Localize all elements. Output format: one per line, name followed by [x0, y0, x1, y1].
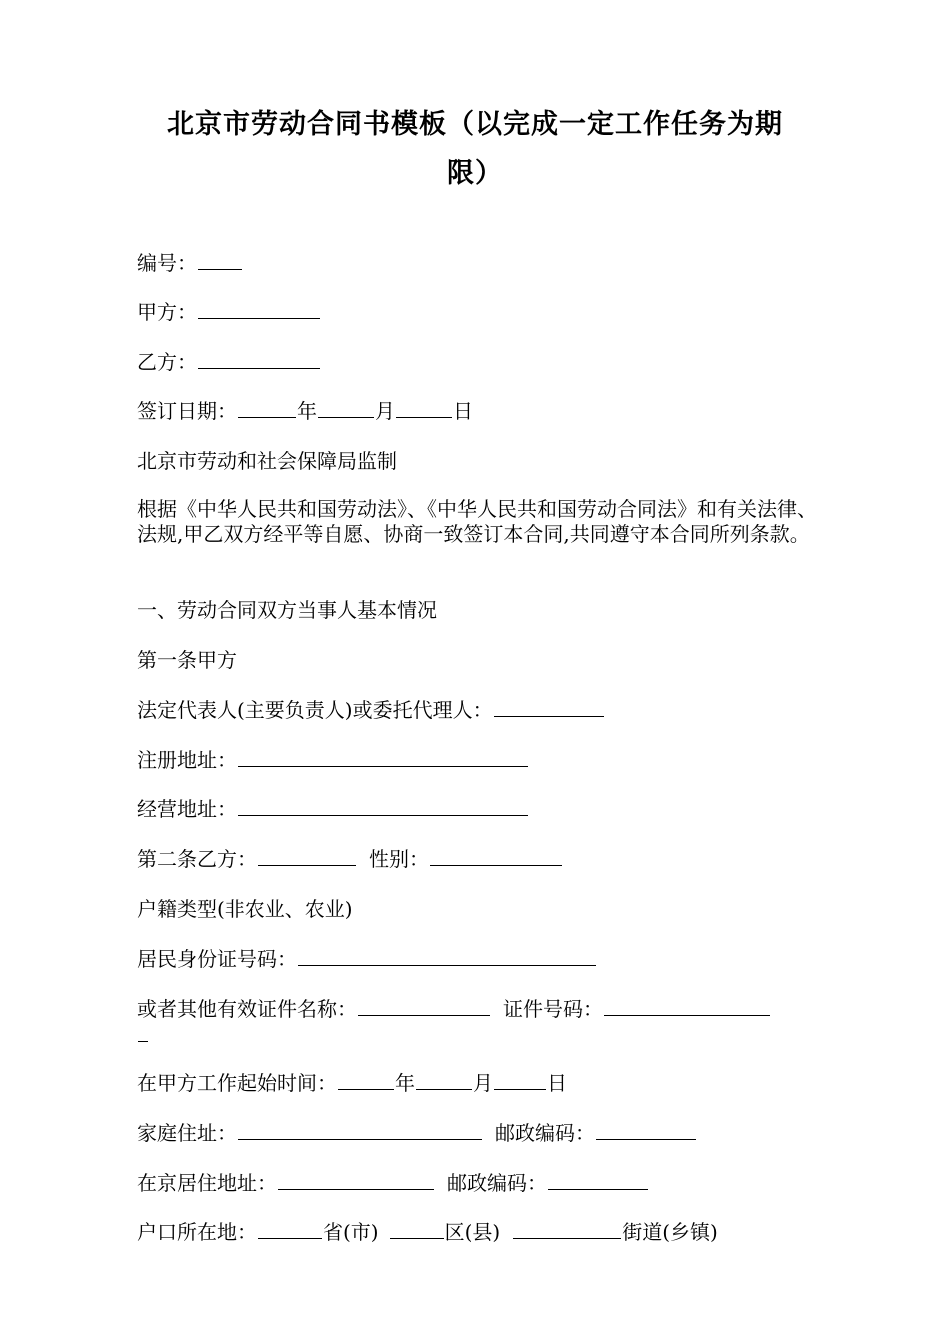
reg-address-blank [238, 747, 528, 767]
year-label: 年 [297, 399, 317, 423]
bj-postcode-label: 邮政编码： [447, 1171, 547, 1195]
party-a-label: 甲方： [137, 300, 197, 324]
article-2-row [137, 846, 563, 872]
article-1-heading: 第一条甲方 [137, 648, 237, 672]
home-postcode-blank [596, 1120, 696, 1140]
preamble-paragraph: 根据《中华人民共和国劳动法》、《中华人民共和国劳动合同法》和有关法律、法规,甲乙双方经平等自愿、协商一致签订本合同,共同遵守本合同所列条款。 [137, 497, 817, 546]
street-blank [513, 1219, 621, 1239]
cert-number-blank [604, 996, 770, 1016]
reg-address-row [137, 747, 529, 773]
bj-postcode-blank [548, 1170, 648, 1190]
day-label: 日 [453, 399, 473, 423]
reg-address-label: 注册地址： [137, 748, 237, 772]
biz-address-row [137, 796, 529, 822]
hukou-location-row [137, 1219, 718, 1245]
home-address-row [137, 1120, 697, 1146]
party-a-row [137, 299, 321, 325]
district-label: 区(县) [444, 1220, 501, 1244]
start-month-label: 月 [473, 1071, 493, 1095]
biz-address-blank [238, 796, 528, 816]
party-b-name-blank [258, 846, 356, 866]
id-number-label: 居民身份证号码： [137, 947, 297, 971]
party-b-row [137, 349, 321, 375]
cert-number-blank-overflow [137, 1022, 149, 1048]
document-title-line-1: 北京市劳动合同书模板（以完成一定工作任务为期 [167, 109, 783, 140]
start-year-label: 年 [395, 1071, 415, 1095]
sign-year-blank [238, 398, 296, 418]
cert-number-blank-continued [138, 1022, 148, 1042]
province-blank [258, 1219, 322, 1239]
cert-number-label: 证件号码： [503, 997, 603, 1021]
document-title-line-2: 限） [447, 158, 503, 189]
start-day-blank [494, 1070, 546, 1090]
supervisor-line: 北京市劳动和社会保障局监制 [137, 449, 397, 473]
district-blank [390, 1219, 444, 1239]
province-label: 省(市) [323, 1220, 379, 1244]
legal-rep-row [137, 697, 605, 723]
legal-rep-blank [494, 697, 604, 717]
id-number-row [137, 946, 597, 972]
article-2-label: 第二条乙方： [137, 847, 257, 871]
other-cert-label: 或者其他有效证件名称： [137, 997, 357, 1021]
number-label: 编号： [137, 251, 197, 275]
legal-rep-label: 法定代表人(主要负责人)或委托代理人： [137, 698, 493, 722]
home-address-blank [238, 1120, 482, 1140]
home-postcode-label: 邮政编码： [495, 1121, 595, 1145]
gender-blank [430, 846, 562, 866]
home-address-label: 家庭住址： [137, 1121, 237, 1145]
number-row [137, 250, 243, 276]
bj-address-row [137, 1170, 649, 1196]
biz-address-label: 经营地址： [137, 797, 237, 821]
gender-label: 性别： [369, 847, 429, 871]
start-month-blank [416, 1070, 472, 1090]
sign-day-blank [396, 398, 452, 418]
party-b-label: 乙方： [137, 350, 197, 374]
id-number-blank [298, 946, 596, 966]
party-b-blank [198, 349, 320, 369]
party-a-blank [198, 299, 320, 319]
month-label: 月 [375, 399, 395, 423]
other-cert-row [137, 996, 771, 1022]
number-blank [198, 250, 242, 270]
sign-date-label: 签订日期： [137, 399, 237, 423]
sign-date-row [137, 398, 473, 424]
start-time-label: 在甲方工作起始时间： [137, 1071, 337, 1095]
start-year-blank [338, 1070, 394, 1090]
section-1-heading: 一、劳动合同双方当事人基本情况 [137, 598, 437, 622]
bj-address-blank [278, 1170, 434, 1190]
sign-month-blank [318, 398, 374, 418]
bj-address-label: 在京居住地址： [137, 1171, 277, 1195]
other-cert-blank [358, 996, 490, 1016]
hukou-location-label: 户口所在地： [137, 1220, 257, 1244]
start-day-label: 日 [547, 1071, 567, 1095]
hukou-type-line: 户籍类型(非农业、农业) [137, 897, 353, 921]
start-time-row [137, 1070, 567, 1096]
street-label: 街道(乡镇) [622, 1220, 718, 1244]
